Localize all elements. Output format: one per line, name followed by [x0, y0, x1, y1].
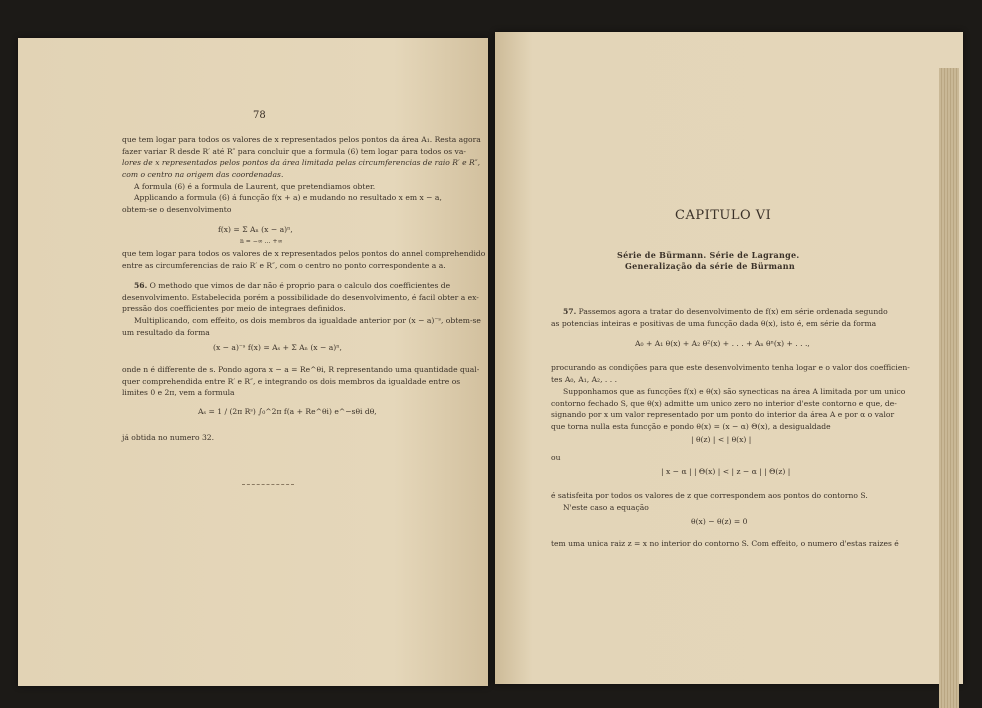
section-number: 56. [134, 281, 148, 290]
equation: | θ(z) | < | θ(x) | [691, 435, 752, 444]
equation: A₀ + A₁ θ(x) + A₂ θ²(x) + . . . + Aₙ θⁿ(x) + . . ., [635, 339, 810, 348]
left-page [18, 38, 488, 686]
paragraph: já obtida no numero 32. [122, 433, 215, 442]
chapter-subtitle: Generalização da série de Bürmann [625, 261, 795, 271]
chapter-subtitle: Série de Bürmann. Série de Lagrange. [617, 250, 800, 260]
paragraph: Applicando a formula (6) á funcção f(x + a) e mudando no resultado x em x − a, obtem-se o desenvolvimento [122, 193, 442, 214]
right-page [495, 32, 963, 684]
paragraph: A formula (6) é a formula de Laurent, que pretendiamos obter. [134, 182, 376, 191]
chapter-title: CAPITULO VI [675, 208, 772, 223]
page-edges [939, 68, 959, 708]
equation: Aₛ = 1 / (2π Rˢ) ∫₀^2π f(a + Re^θi) e^−sθi dθ, [198, 407, 377, 416]
paragraph: N'este caso a equação [563, 503, 649, 512]
paragraph: Multiplicando, com effeito, os dois membros da igualdade anterior por (x − a)⁻ˢ, obtem-se um resultado da forma [122, 316, 481, 337]
paragraph: Supponhamos que as funcções f(x) e θ(x) são synecticas na área A limitada por um unico contorno fechado S, que θ(x) admitte um unico zero no interior d'este contorno e que, de- signando por x um valor representado por um ponto do interior da área A e por α o valor que torna nulla esta funcção e pondo θ(x) = (x − α) Θ(x), a desigualdade [551, 387, 906, 431]
equation: (x − a)⁻ˢ f(x) = Aₛ + Σ Aₙ (x − a)ⁿ, [213, 343, 342, 352]
paragraph: que tem logar para todos os valores de x representados pelos pontos da área A₁. Resta agora fazer variar R desde R′ até R″ para concluir que a formula (6) tem logar para todos os va- lores de x representados pelos pontos da área limitada pelas circumferencias de raio R′ e R″, com o centro na origem das coordenadas. [122, 135, 481, 179]
paragraph: 57. Passemos agora a tratar do desenvolvimento de f(x) em série ordenada segundo as potencias inteiras e positivas de uma funcção dada θ(x), isto é, em série da forma [551, 307, 888, 328]
paragraph: é satisfeita por todos os valores de z que correspondem aos pontos do contorno S. [551, 491, 868, 500]
section-number: 57. [563, 307, 577, 316]
paragraph: onde n é differente de s. Pondo agora x − a = Re^θi, R representando uma quantidade qual- quer comprehendida entre R′ e R″, e integrando os dois membros da igualdade entre os limites 0 e 2π, vem a formula [122, 365, 480, 398]
equation: | x − α | | Θ(x) | < | z − α | | Θ(z) | [661, 467, 791, 476]
paragraph: 56. O methodo que vimos de dar não é proprio para o calculo dos coefficientes de desenvolvimento. Estabelecida porém a possibilidade do desenvolvimento, é facil obter a ex- pressão dos coefficientes por meio de integraes definidos. [122, 281, 479, 314]
paragraph: tem uma unica raiz z = x no interior do contorno S. Com effeito, o numero d'estas raizes é [551, 539, 899, 548]
connector-text: ou [551, 453, 561, 462]
page-number: 78 [253, 110, 266, 121]
equation: f(x) = Σ Aₙ (x − a)ⁿ, [218, 225, 293, 234]
separator-rule [242, 484, 294, 485]
equation-limits: n = −∞ … +∞ [240, 238, 283, 245]
paragraph: que tem logar para todos os valores de x representados pelos pontos do annel comprehendido entre as circumferencias de raio R′ e R″, com o centro no ponto correspondente a a. [122, 249, 486, 270]
paragraph: procurando as condições para que este desenvolvimento tenha logar e o valor dos coefficien- tes A₀, A₁, A₂, . . . [551, 363, 910, 384]
equation: θ(x) − θ(z) = 0 [691, 517, 748, 526]
